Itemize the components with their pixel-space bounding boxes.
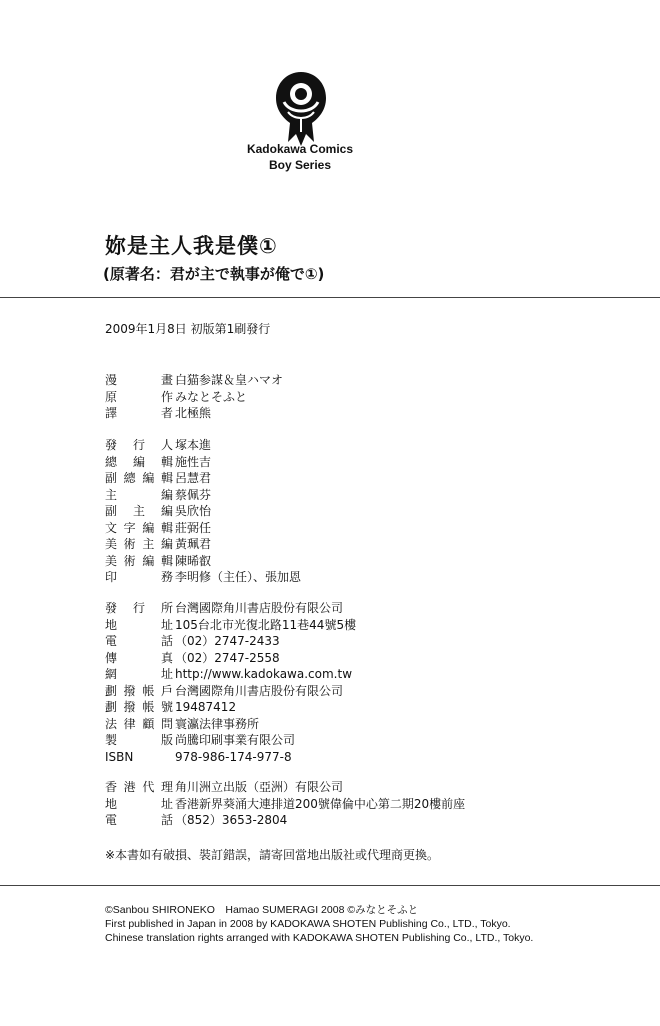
staff-row <box>105 520 301 537</box>
company-row <box>105 683 356 700</box>
company-label: 法律顧問 <box>105 716 173 731</box>
company-value: （02）2747-2433 <box>175 634 280 648</box>
company-row <box>105 666 356 683</box>
top-divider <box>0 297 660 298</box>
hongkong-row <box>105 812 465 829</box>
credit-label: 原 作 <box>105 389 173 404</box>
staff-label: 發行人 <box>105 438 173 452</box>
staff-label: 副總編輯 <box>105 471 173 485</box>
staff-value: 李明修（主任）、張加恩 <box>175 570 302 584</box>
credit-row <box>105 405 283 422</box>
company-label: 發行所 <box>105 601 173 615</box>
credit-label: 漫 畫 <box>105 373 173 387</box>
company-label: 劃撥帳戶 <box>105 683 173 698</box>
staff-row <box>105 503 301 520</box>
hongkong-list <box>105 779 465 829</box>
staff-label: 副主編 <box>105 504 173 518</box>
company-list <box>105 600 356 765</box>
staff-list <box>105 437 301 586</box>
staff-row <box>105 553 301 570</box>
credit-row <box>105 372 283 389</box>
hongkong-label: 地 址 <box>105 796 173 811</box>
credit-value: 白猫参謀＆皇ハマオ <box>175 373 284 387</box>
company-row <box>105 600 356 617</box>
company-value: 寰瀛法律事務所 <box>175 716 260 731</box>
damage-notice: ※本書如有破損、裝訂錯誤，請寄回當地出版社或代理商更換。 <box>105 848 440 862</box>
company-row <box>105 749 356 766</box>
company-label: 製 版 <box>105 733 173 747</box>
hongkong-label: 電 話 <box>105 813 173 827</box>
staff-value: 塚本進 <box>175 438 212 452</box>
staff-label: 文字編輯 <box>105 520 173 535</box>
company-value: 台灣國際角川書店股份有限公司 <box>175 683 344 698</box>
hongkong-value: 角川洲立出版（亞洲）有限公司 <box>175 780 344 794</box>
edition-date: 2009年1月8日 初版第1刷發行 <box>105 322 271 336</box>
credit-row <box>105 389 283 406</box>
hongkong-value: （852）3653-2804 <box>175 813 288 827</box>
staff-row <box>105 487 301 504</box>
credit-value: 北極熊 <box>175 406 212 420</box>
credit-label: 譯 者 <box>105 406 173 420</box>
company-row <box>105 633 356 650</box>
company-row <box>105 650 356 667</box>
phoenix-logo-icon <box>270 68 332 150</box>
copyright-block <box>105 903 533 945</box>
company-row <box>105 617 356 634</box>
company-value: 19487412 <box>175 700 237 714</box>
staff-value: 蔡佩芬 <box>175 487 212 502</box>
company-label: 傳 真 <box>105 650 173 665</box>
company-value: http://www.kadokawa.com.tw <box>175 667 353 681</box>
book-title: 妳是主人我是僕① <box>105 234 278 258</box>
staff-label: 印 務 <box>105 570 173 584</box>
staff-row <box>105 569 301 586</box>
staff-row <box>105 454 301 471</box>
copyright-line: ©Sanbou SHIRONEKO Hamao SUMERAGI 2008 ©みなとそふと <box>105 904 419 916</box>
staff-value: 呂慧君 <box>175 471 212 485</box>
staff-value: 黃珮君 <box>175 537 212 551</box>
copyright-line: Chinese translation rights arranged with KADOKAWA SHOTEN Publishing Co., LTD., Tokyo. <box>105 932 534 944</box>
company-label: 網 址 <box>105 667 173 681</box>
staff-row <box>105 437 301 454</box>
bottom-divider <box>0 885 660 886</box>
company-value: 105台北市光復北路11巷44號5樓 <box>175 617 357 632</box>
staff-row <box>105 470 301 487</box>
original-title: (原著名：君が主で執事が俺で①) <box>103 265 325 283</box>
publisher-line-1: Kadokawa Comics <box>246 142 354 156</box>
staff-label: 美術編輯 <box>105 553 173 568</box>
copyright-line: First published in Japan in 2008 by KADOKAWA SHOTEN Publishing Co., LTD., Tokyo. <box>105 918 511 930</box>
company-value: 台灣國際角川書店股份有限公司 <box>175 601 344 615</box>
company-label: 劃撥帳號 <box>105 700 173 714</box>
staff-label: 總編輯 <box>105 454 173 469</box>
staff-label: 美術主編 <box>105 537 173 551</box>
staff-value: 陳晞叡 <box>175 553 212 568</box>
hongkong-row <box>105 796 465 813</box>
company-value: （02）2747-2558 <box>175 650 280 665</box>
hongkong-row <box>105 779 465 796</box>
hongkong-value: 香港新界葵涌大連排道200號偉倫中心第二期20樓前座 <box>175 796 466 811</box>
credits-list <box>105 372 283 422</box>
staff-value: 施性吉 <box>175 454 212 469</box>
company-label: 地 址 <box>105 617 173 632</box>
company-label: 電 話 <box>105 634 173 648</box>
staff-value: 莊弼任 <box>175 520 212 535</box>
credit-value: みなとそふと <box>175 389 248 404</box>
company-value: 尚騰印刷事業有限公司 <box>175 733 296 747</box>
company-label: ISBN <box>105 749 134 764</box>
company-row <box>105 699 356 716</box>
staff-label: 主 編 <box>105 487 173 502</box>
publisher-line-2: Boy Series <box>268 158 332 172</box>
company-row <box>105 732 356 749</box>
company-value: 978-986-174-977-8 <box>175 749 292 764</box>
staff-row <box>105 536 301 553</box>
hongkong-label: 香港代理 <box>105 780 173 794</box>
company-row <box>105 716 356 733</box>
staff-value: 吳欣怡 <box>175 504 212 518</box>
